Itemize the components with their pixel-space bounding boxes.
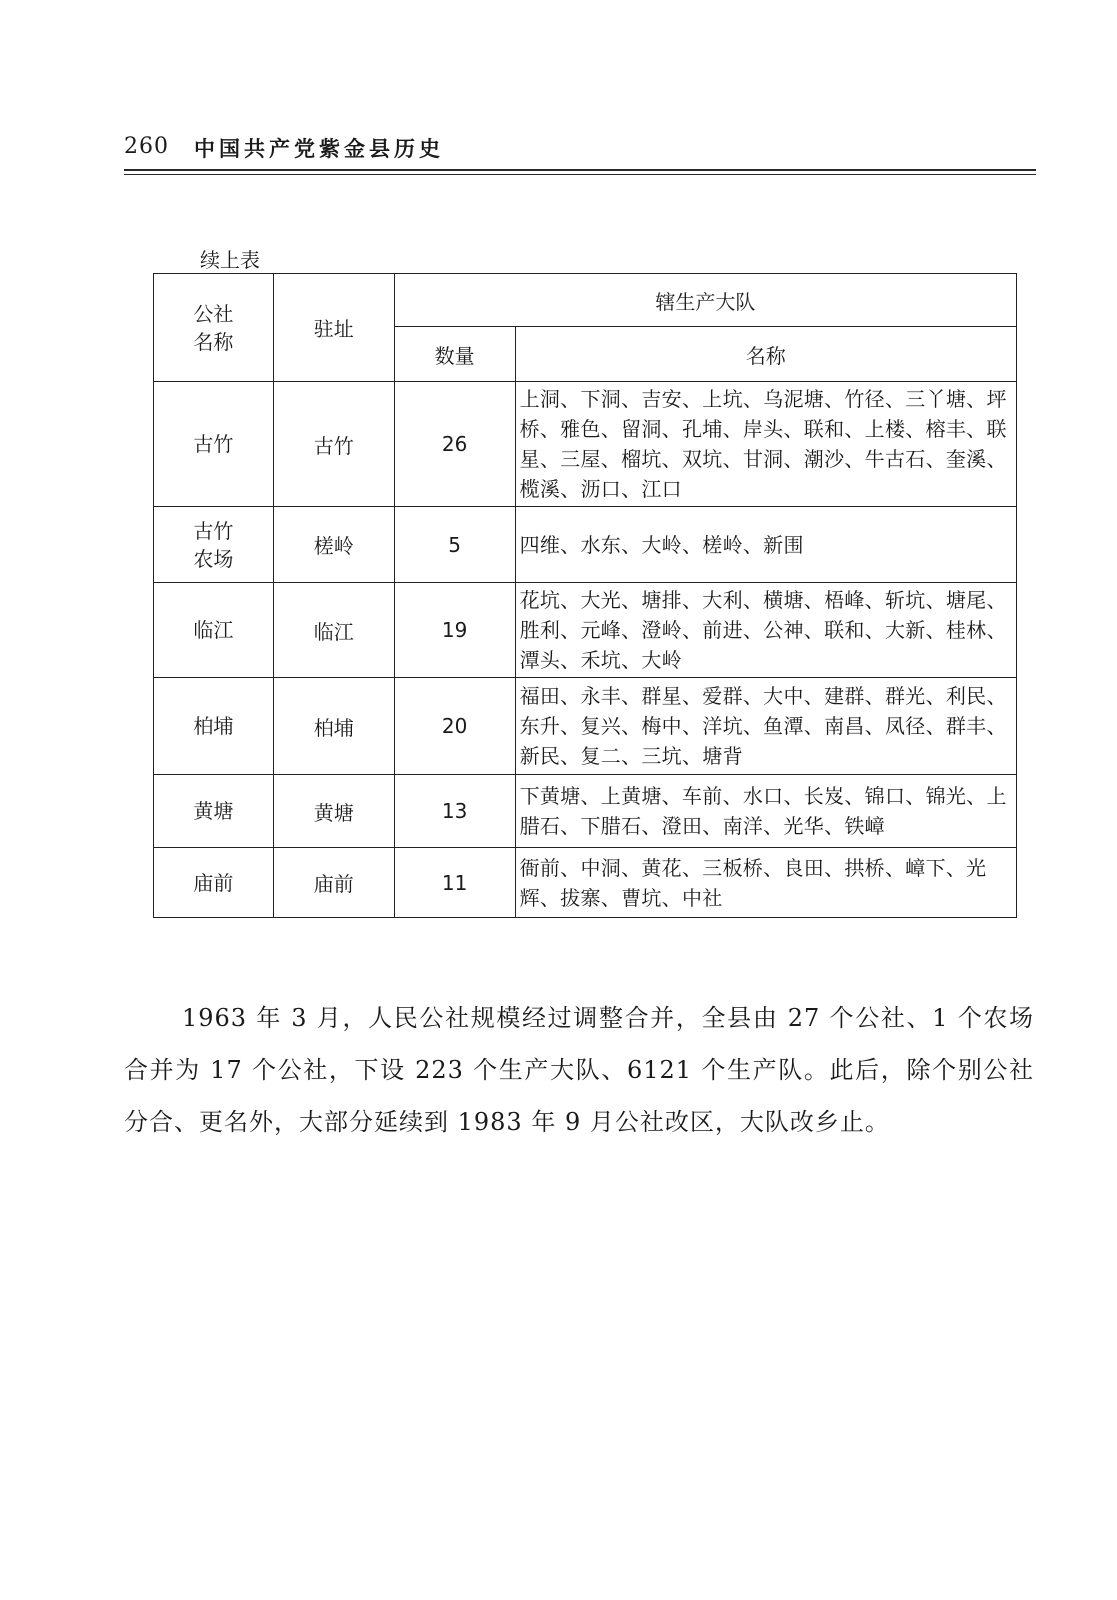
table-row — [154, 507, 1017, 583]
cell-count: 11 — [394, 848, 515, 918]
cell-brigade-names: 衙前、中洞、黄花、三板桥、良田、拱桥、嶂下、光辉、拔寨、曹坑、中社 — [515, 848, 1016, 918]
cell-location: 庙前 — [273, 848, 394, 918]
cell-commune: 临江 — [154, 583, 274, 678]
header-location: 驻址 — [273, 274, 394, 382]
page-header — [124, 130, 1034, 164]
cell-count: 13 — [394, 775, 515, 848]
header-rule — [124, 169, 1036, 171]
cell-count: 26 — [394, 382, 515, 507]
cell-commune: 古竹 — [154, 382, 274, 507]
table-row — [154, 848, 1017, 918]
body-paragraph-text: 1963 年 3 月，人民公社规模经过调整合并，全县由 27 个公社、1 个农场合并为 17 个公社，下设 223 个生产大队、6121 个生产队。此后，除个别公社分合、更名外，大部分延续到 1983 年 9 月公社改区，大队改乡止。 — [124, 1004, 1034, 1136]
header-brigades-group: 辖生产大队 — [394, 274, 1016, 327]
brigades-table — [153, 273, 1017, 918]
header-commune-name: 公社 名称 — [154, 274, 274, 382]
book-title: 中国共产党紫金县历史 — [194, 137, 444, 161]
cell-commune: 柏埔 — [154, 678, 274, 775]
table-row — [154, 382, 1017, 507]
header-rule-thin — [124, 174, 1036, 175]
cell-location: 临江 — [273, 583, 394, 678]
cell-brigade-names: 上洞、下洞、吉安、上坑、乌泥塘、竹径、三丫塘、坪桥、雅色、留洞、孔埔、岸头、联和、上楼、榕丰、联星、三屋、榴坑、双坑、甘洞、潮沙、牛古石、奎溪、榄溪、沥口、江口 — [515, 382, 1016, 507]
cell-count: 20 — [394, 678, 515, 775]
cell-brigade-names: 下黄塘、上黄塘、车前、水口、长岌、锦口、锦光、上腊石、下腊石、澄田、南洋、光华、铁嶂 — [515, 775, 1016, 848]
cell-count: 5 — [394, 507, 515, 583]
cell-commune: 庙前 — [154, 848, 274, 918]
cell-commune: 黄塘 — [154, 775, 274, 848]
header-count: 数量 — [394, 327, 515, 382]
cell-location: 黄塘 — [273, 775, 394, 848]
cell-brigade-names: 四维、水东、大岭、槎岭、新围 — [515, 507, 1016, 583]
table-continued-label: 续上表 — [200, 248, 260, 272]
cell-brigade-names: 福田、永丰、群星、爱群、大中、建群、群光、利民、东升、复兴、梅中、洋坑、鱼潭、南昌、凤径、群丰、新民、复二、三坑、塘背 — [515, 678, 1016, 775]
cell-count: 19 — [394, 583, 515, 678]
header-names: 名称 — [515, 327, 1016, 382]
cell-commune: 古竹 农场 — [154, 507, 274, 583]
cell-location: 古竹 — [273, 382, 394, 507]
cell-location: 槎岭 — [273, 507, 394, 583]
table-row — [154, 583, 1017, 678]
body-paragraph — [124, 992, 1034, 1148]
page-number: 260 — [124, 134, 169, 159]
cell-location: 柏埔 — [273, 678, 394, 775]
cell-brigade-names: 花坑、大光、塘排、大利、横塘、梧峰、斩坑、塘尾、胜利、元峰、澄岭、前进、公神、联和、大新、桂林、潭头、禾坑、大岭 — [515, 583, 1016, 678]
table-row — [154, 775, 1017, 848]
table-row — [154, 678, 1017, 775]
